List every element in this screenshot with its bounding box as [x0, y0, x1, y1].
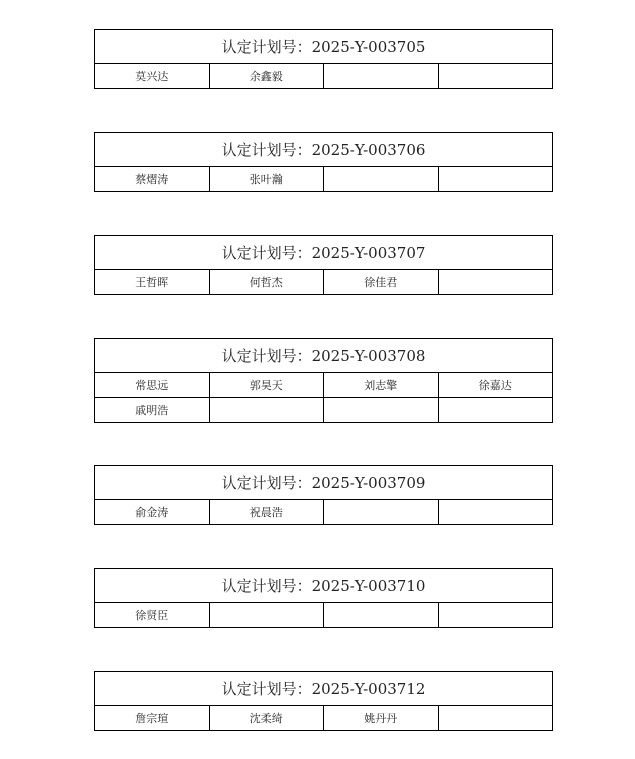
plan-title: 认定计划号：2025-Y-003712 — [95, 672, 553, 706]
member-cell: 沈柔绮 — [209, 706, 324, 731]
member-cell: 俞金涛 — [95, 500, 210, 525]
plan-table — [94, 671, 553, 731]
member-cell — [324, 603, 439, 628]
member-cell: 祝晨浩 — [209, 500, 324, 525]
member-cell — [209, 603, 324, 628]
plan-title: 认定计划号：2025-Y-003709 — [95, 466, 553, 500]
plan-table — [94, 235, 553, 295]
member-cell — [438, 500, 553, 525]
member-cell — [438, 603, 553, 628]
plan-table — [94, 132, 553, 192]
member-cell — [324, 398, 439, 423]
member-cell: 郭昊天 — [209, 373, 324, 398]
member-cell — [438, 64, 553, 89]
member-cell: 徐贤臣 — [95, 603, 210, 628]
plan-title: 认定计划号：2025-Y-003707 — [95, 236, 553, 270]
member-cell — [324, 500, 439, 525]
plan-title: 认定计划号：2025-Y-003705 — [95, 30, 553, 64]
member-cell — [324, 167, 439, 192]
plan-title: 认定计划号：2025-Y-003710 — [95, 569, 553, 603]
member-cell — [438, 706, 553, 731]
member-cell — [324, 64, 439, 89]
member-cell — [209, 398, 324, 423]
plan-title: 认定计划号：2025-Y-003708 — [95, 339, 553, 373]
plan-table — [94, 29, 553, 89]
member-cell — [438, 398, 553, 423]
member-cell: 蔡熠涛 — [95, 167, 210, 192]
member-cell: 何哲杰 — [209, 270, 324, 295]
plan-table — [94, 465, 553, 525]
member-cell: 戚明浩 — [95, 398, 210, 423]
member-cell: 徐佳君 — [324, 270, 439, 295]
plan-table — [94, 568, 553, 628]
plan-table — [94, 338, 553, 423]
member-cell — [438, 270, 553, 295]
member-cell: 刘志擎 — [324, 373, 439, 398]
member-cell: 姚丹丹 — [324, 706, 439, 731]
member-cell: 莫兴达 — [95, 64, 210, 89]
member-cell: 徐嘉达 — [438, 373, 553, 398]
member-cell: 余鑫毅 — [209, 64, 324, 89]
member-cell: 张叶瀚 — [209, 167, 324, 192]
plan-title: 认定计划号：2025-Y-003706 — [95, 133, 553, 167]
member-cell — [438, 167, 553, 192]
member-cell: 詹宗瑄 — [95, 706, 210, 731]
member-cell: 王哲晖 — [95, 270, 210, 295]
member-cell: 常思远 — [95, 373, 210, 398]
